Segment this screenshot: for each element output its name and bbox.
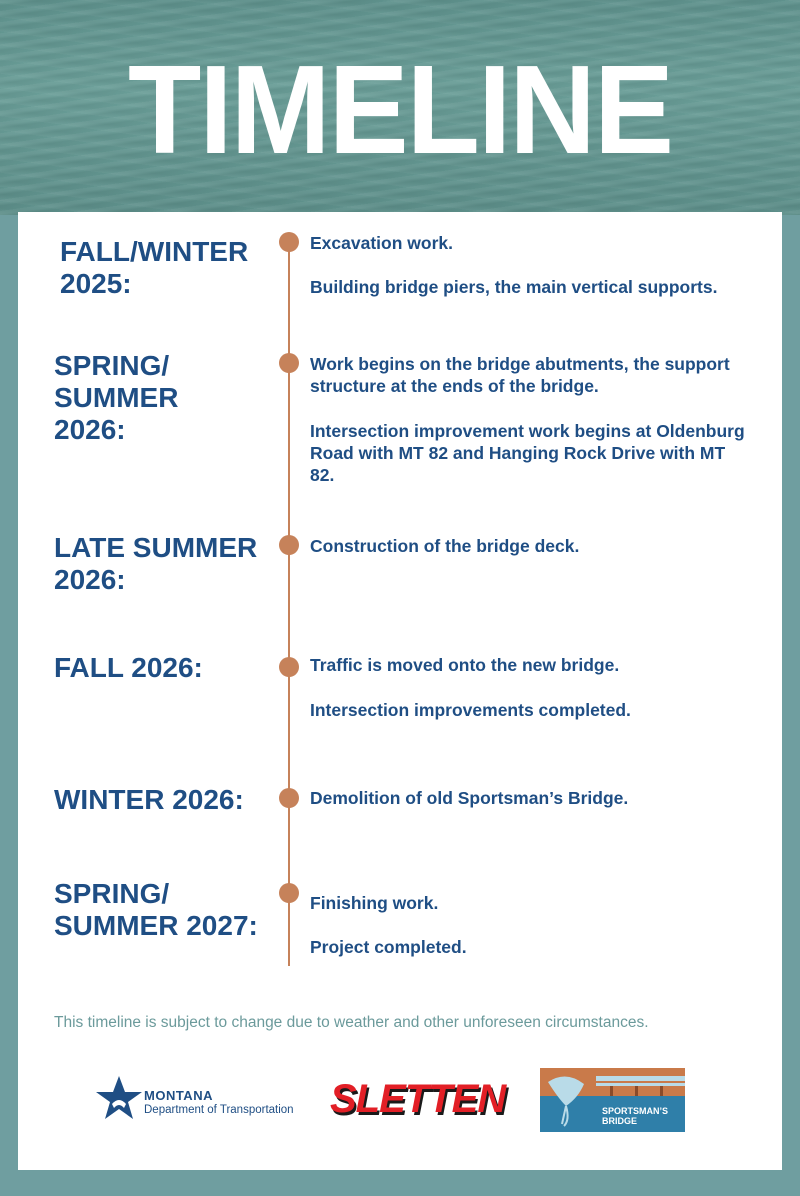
header-water-banner [0,0,800,215]
timeline-dot [279,353,299,373]
period-late-summer-2026: LATE SUMMER 2026: [54,532,258,595]
timeline-dot [279,232,299,252]
timeline-panel [18,212,782,1170]
event-item: Excavation work. [310,233,453,253]
period-spring-summer-2027: SPRING/ SUMMER 2027: [54,878,258,941]
montana-star-icon [94,1074,144,1124]
event-item: Traffic is moved onto the new bridge. [310,655,620,675]
disclaimer-text: This timeline is subject to change due to weather and other unforeseen circumstances. [54,1014,649,1031]
sletten-logo [326,1077,506,1127]
event-item: Intersection improvements completed. [310,700,631,720]
period-fall-2026: FALL 2026: [54,652,203,683]
sportsmans-bridge-logo-text: SPORTSMAN’S BRIDGE [602,1106,669,1126]
event-item: Building bridge piers, the main vertical supports. [310,277,718,297]
timeline-dot [279,535,299,555]
event-item: Work begins on the bridge abutments, the support structure at the ends of the bridge. [310,354,730,396]
period-winter-2026: WINTER 2026: [54,784,244,815]
mdt-logo [94,1074,314,1124]
period-fall-winter-2025: FALL/WINTER 2025: [60,236,249,299]
period-spring-summer-2026: SPRING/ SUMMER 2026: [54,350,179,445]
sportsmans-bridge-logo [540,1068,685,1132]
mdt-logo-name: MONTANA [144,1088,213,1103]
event-item: Construction of the bridge deck. [310,536,580,556]
event-item: Demolition of old Sportsman’s Bridge. [310,788,629,808]
timeline-dot [279,883,299,903]
timeline-dot [279,657,299,677]
event-item: Intersection improvement work begins at Oldenburg Road with MT 82 and Hanging Rock Drive with MT 82. [310,421,745,485]
timeline-dot [279,788,299,808]
page-title: TIMELINE [128,39,672,181]
event-item: Finishing work. [310,893,439,913]
event-item: Project completed. [310,937,467,957]
sletten-logo-text: SLETTEN [330,1077,506,1121]
timeline-line [288,236,290,966]
mdt-logo-subtitle: Department of Transportation [144,1104,294,1116]
